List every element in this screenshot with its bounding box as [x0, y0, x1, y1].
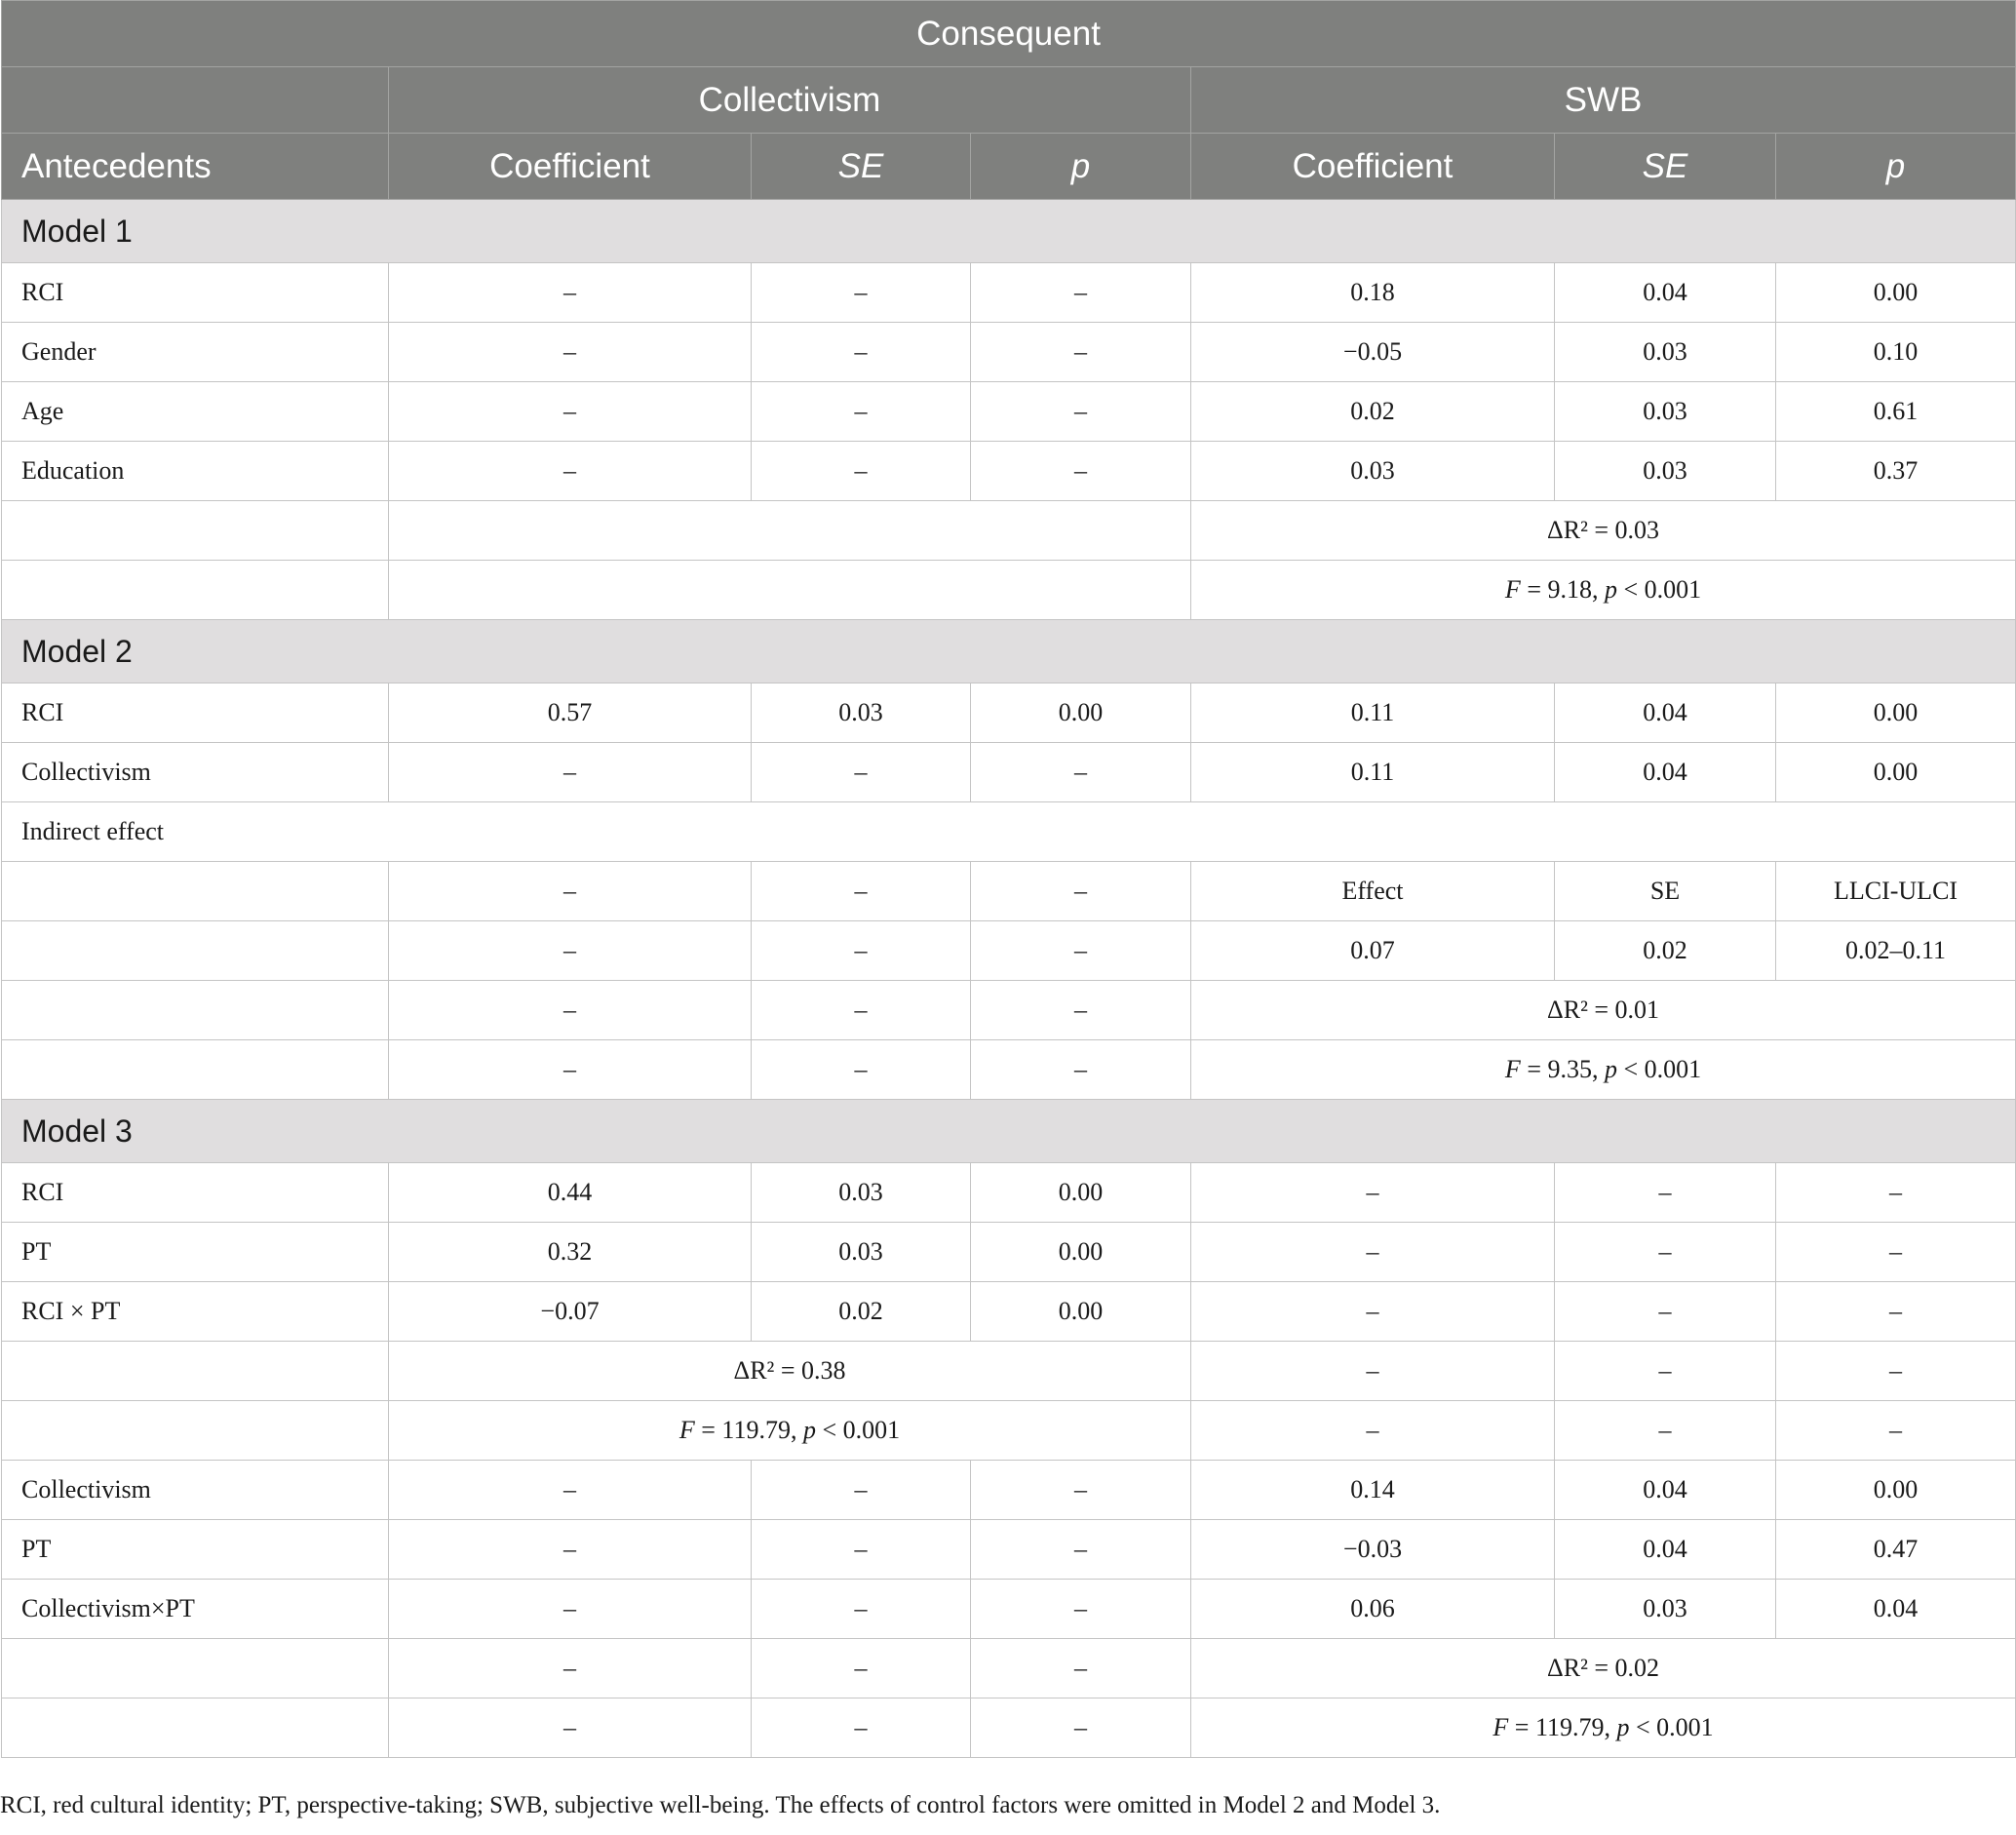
table-cell: –	[971, 1698, 1191, 1758]
table-cell: ΔR² = 0.03	[1191, 501, 2016, 561]
table-cell: –	[752, 1520, 971, 1580]
table-cell: 0.57	[389, 683, 752, 743]
table-cell: –	[389, 323, 752, 382]
table-cell: 0.04	[1555, 263, 1776, 323]
table-cell: 0.02	[1555, 921, 1776, 981]
table-cell: Effect	[1191, 862, 1555, 921]
table-row	[2, 1520, 2016, 1580]
table-cell: 0.44	[389, 1163, 752, 1223]
table-row	[2, 442, 2016, 501]
table-cell: –	[752, 1040, 971, 1100]
header-row-consequent	[2, 1, 2016, 67]
table-cell: 0.02	[752, 1282, 971, 1342]
table-cell: RCI	[2, 683, 389, 743]
table-cell: –	[752, 263, 971, 323]
table-cell: 0.00	[1776, 743, 2016, 802]
header-consequent: Consequent	[2, 1, 2016, 67]
table-cell: –	[389, 1698, 752, 1758]
header-empty	[2, 67, 389, 134]
table-cell: –	[389, 382, 752, 442]
table-cell: –	[1191, 1163, 1555, 1223]
table-row	[2, 1223, 2016, 1282]
table-row	[2, 981, 2016, 1040]
table-row	[2, 1040, 2016, 1100]
table-cell: –	[971, 323, 1191, 382]
section-row	[2, 1100, 2016, 1163]
table-row	[2, 263, 2016, 323]
table-cell: 0.11	[1191, 683, 1555, 743]
section-title: Model 3	[2, 1100, 2016, 1163]
table-cell: –	[389, 862, 752, 921]
table-row	[2, 561, 2016, 620]
table-cell	[389, 501, 1191, 561]
table-cell: F = 9.35, p < 0.001	[1191, 1040, 2016, 1100]
table-cell: –	[389, 921, 752, 981]
table-cell: 0.47	[1776, 1520, 2016, 1580]
regression-table	[1, 0, 2016, 1758]
table-cell: –	[389, 1580, 752, 1639]
header-antecedents: Antecedents	[2, 134, 389, 200]
header-swb: SWB	[1191, 67, 2016, 134]
table-cell: 0.32	[389, 1223, 752, 1282]
section-title: Model 1	[2, 200, 2016, 263]
table-cell: –	[1555, 1223, 1776, 1282]
table-cell: 0.04	[1555, 1520, 1776, 1580]
table-cell: Age	[2, 382, 389, 442]
table-cell: –	[1776, 1342, 2016, 1401]
table-cell: Collectivism	[2, 1461, 389, 1520]
table-cell: –	[752, 1698, 971, 1758]
table-cell: –	[752, 1461, 971, 1520]
table-cell: PT	[2, 1223, 389, 1282]
table-cell: –	[971, 743, 1191, 802]
table-cell: Collectivism	[2, 743, 389, 802]
table-cell: LLCI-ULCI	[1776, 862, 2016, 921]
table-footnote: RCI, red cultural identity; PT, perspective-taking; SWB, subjective well-being. The effects of control factors were omitted in Model 2 and Model 3.	[0, 1792, 1441, 1818]
table-cell: –	[389, 1520, 752, 1580]
table-cell: –	[971, 981, 1191, 1040]
table-cell: –	[1191, 1342, 1555, 1401]
table-cell: 0.03	[752, 1223, 971, 1282]
table-row	[2, 1282, 2016, 1342]
section-row	[2, 200, 2016, 263]
table-cell: 0.03	[1555, 382, 1776, 442]
table-cell: Gender	[2, 323, 389, 382]
table-cell	[2, 981, 389, 1040]
table-cell: –	[971, 382, 1191, 442]
table-cell: –	[752, 743, 971, 802]
table-cell: 0.03	[752, 683, 971, 743]
table-cell	[2, 1040, 389, 1100]
table-cell	[2, 1698, 389, 1758]
table-cell: –	[971, 1040, 1191, 1100]
table-cell: –	[1776, 1163, 2016, 1223]
table-cell	[2, 921, 389, 981]
table-row	[2, 501, 2016, 561]
table-row	[2, 1461, 2016, 1520]
table-cell: 0.10	[1776, 323, 2016, 382]
table-row	[2, 862, 2016, 921]
table-cell: –	[389, 743, 752, 802]
table-row	[2, 743, 2016, 802]
table-cell	[389, 561, 1191, 620]
header-coefficient: Coefficient	[1191, 134, 1555, 200]
table-row	[2, 921, 2016, 981]
table-cell: 0.00	[971, 1282, 1191, 1342]
table-cell: −0.05	[1191, 323, 1555, 382]
table-cell: 0.00	[971, 683, 1191, 743]
table-cell: 0.18	[1191, 263, 1555, 323]
table-cell: –	[971, 1639, 1191, 1698]
table-cell: −0.03	[1191, 1520, 1555, 1580]
table-row	[2, 1401, 2016, 1461]
table-cell: PT	[2, 1520, 389, 1580]
table-cell	[2, 561, 389, 620]
table-cell: F = 119.79, p < 0.001	[1191, 1698, 2016, 1758]
table-cell: SE	[1555, 862, 1776, 921]
section-title: Model 2	[2, 620, 2016, 683]
table-cell: RCI	[2, 1163, 389, 1223]
table-cell: 0.02–0.11	[1776, 921, 2016, 981]
table-cell	[2, 1342, 389, 1401]
table-row	[2, 323, 2016, 382]
table-cell: –	[1555, 1163, 1776, 1223]
table-cell: RCI × PT	[2, 1282, 389, 1342]
table-cell: –	[971, 862, 1191, 921]
table-cell: –	[1555, 1401, 1776, 1461]
table-cell: –	[1555, 1282, 1776, 1342]
table-cell: –	[389, 1040, 752, 1100]
table-cell: 0.07	[1191, 921, 1555, 981]
table-cell: –	[971, 1520, 1191, 1580]
header-row-columns	[2, 134, 2016, 200]
table-cell: –	[752, 382, 971, 442]
table-cell: 0.03	[1555, 442, 1776, 501]
table-cell: ΔR² = 0.02	[1191, 1639, 2016, 1698]
table-cell: 0.00	[1776, 1461, 2016, 1520]
table-cell: –	[971, 263, 1191, 323]
table-cell: 0.03	[752, 1163, 971, 1223]
table-cell: 0.00	[971, 1223, 1191, 1282]
header-se: SE	[752, 134, 971, 200]
table-cell: 0.04	[1555, 1461, 1776, 1520]
table-cell: 0.04	[1555, 683, 1776, 743]
table-cell: 0.06	[1191, 1580, 1555, 1639]
table-cell: Education	[2, 442, 389, 501]
header-p: p	[1776, 134, 2016, 200]
header-se: SE	[1555, 134, 1776, 200]
table-cell: –	[971, 921, 1191, 981]
table-cell: –	[1776, 1401, 2016, 1461]
table-cell: –	[752, 1639, 971, 1698]
table-cell: 0.04	[1776, 1580, 2016, 1639]
header-collectivism: Collectivism	[389, 67, 1191, 134]
table-cell	[2, 862, 389, 921]
table-cell: Indirect effect	[2, 802, 2016, 862]
table-cell: –	[971, 442, 1191, 501]
table-cell: –	[752, 862, 971, 921]
table-cell: –	[752, 981, 971, 1040]
table-cell	[2, 501, 389, 561]
table-cell: –	[752, 442, 971, 501]
table-cell: 0.61	[1776, 382, 2016, 442]
table-cell: 0.03	[1191, 442, 1555, 501]
table-cell: –	[752, 323, 971, 382]
table-cell: 0.11	[1191, 743, 1555, 802]
table-body	[2, 200, 2016, 1758]
table-cell: –	[389, 263, 752, 323]
table-cell: –	[1776, 1282, 2016, 1342]
table-cell: –	[1555, 1342, 1776, 1401]
section-row	[2, 620, 2016, 683]
table-cell: F = 9.18, p < 0.001	[1191, 561, 2016, 620]
table-cell: –	[971, 1461, 1191, 1520]
table-cell: F = 119.79, p < 0.001	[389, 1401, 1191, 1461]
table-cell	[2, 1639, 389, 1698]
table-row	[2, 382, 2016, 442]
table-cell: 0.00	[1776, 683, 2016, 743]
table-cell: 0.02	[1191, 382, 1555, 442]
table-cell: –	[389, 981, 752, 1040]
table-cell: −0.07	[389, 1282, 752, 1342]
table-cell: –	[1191, 1401, 1555, 1461]
table-cell: 0.04	[1555, 743, 1776, 802]
table-row	[2, 802, 2016, 862]
header-coefficient: Coefficient	[389, 134, 752, 200]
table-cell: –	[1191, 1282, 1555, 1342]
table-cell	[2, 1401, 389, 1461]
table-row	[2, 683, 2016, 743]
table-cell: ΔR² = 0.01	[1191, 981, 2016, 1040]
table-cell: Collectivism×PT	[2, 1580, 389, 1639]
header-p: p	[971, 134, 1191, 200]
table-cell: –	[1191, 1223, 1555, 1282]
table-cell: –	[1776, 1223, 2016, 1282]
table-cell: ΔR² = 0.38	[389, 1342, 1191, 1401]
table-cell: –	[752, 921, 971, 981]
table-row	[2, 1163, 2016, 1223]
table-cell: –	[389, 1639, 752, 1698]
table-row	[2, 1342, 2016, 1401]
table-cell: 0.03	[1555, 1580, 1776, 1639]
table-cell: 0.37	[1776, 442, 2016, 501]
table-row	[2, 1639, 2016, 1698]
table-cell: –	[752, 1580, 971, 1639]
table-cell: RCI	[2, 263, 389, 323]
table-cell: –	[389, 442, 752, 501]
table-cell: 0.00	[1776, 263, 2016, 323]
table-cell: –	[971, 1580, 1191, 1639]
table-cell: 0.00	[971, 1163, 1191, 1223]
table-cell: 0.14	[1191, 1461, 1555, 1520]
table-row	[2, 1580, 2016, 1639]
table-row	[2, 1698, 2016, 1758]
table-cell: –	[389, 1461, 752, 1520]
table-cell: 0.03	[1555, 323, 1776, 382]
header-row-groups	[2, 67, 2016, 134]
